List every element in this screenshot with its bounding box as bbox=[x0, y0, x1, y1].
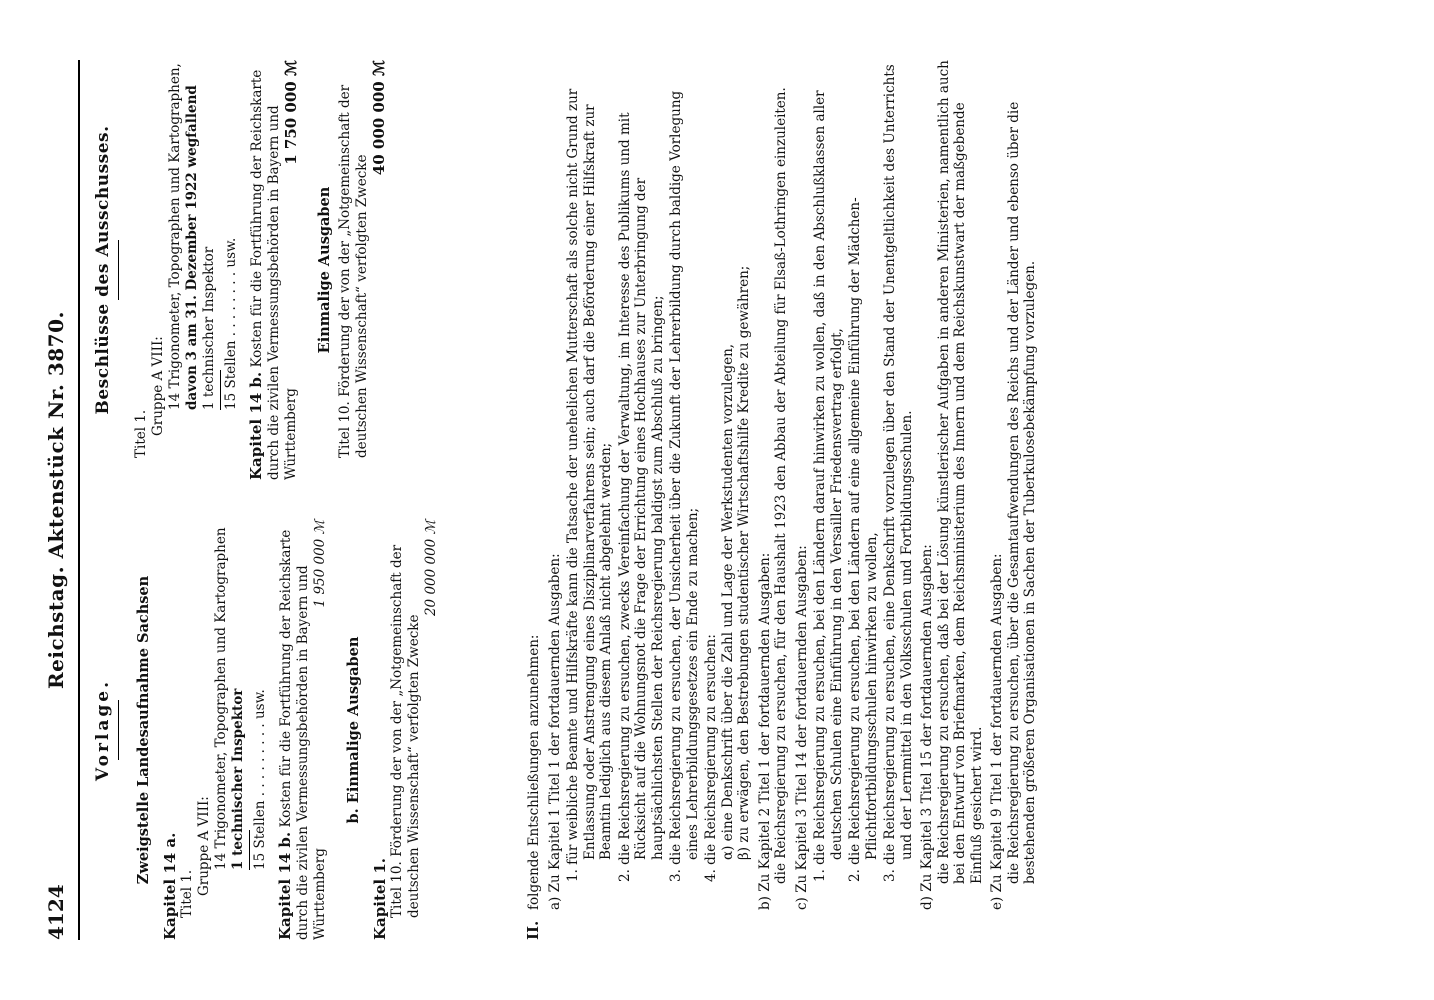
titel-1: Titel 1. bbox=[179, 869, 195, 918]
inspektor-line: 1 technischer Inspektor bbox=[230, 688, 246, 870]
kapitel-14b-amount-right: 1 750 000 ℳ bbox=[282, 60, 300, 165]
item-a4-beta: β) zu erwägen, den Bestrebungen studentischer Wirtschaftshilfe Kredite zu gewähren; bbox=[736, 265, 752, 860]
item-a1: 1. für weibliche Beamte und Hilfskräfte kann die Tatsache der unehelichen Mutterschaft als solche nicht Grund zur Entlassung oder Anstrengung eines Disziplinarverfahrens sein; auch darf die Beförderung einer Hilfskraft zur Beamtin lediglich aus diesem Anlaß nicht abgelehnt werden; bbox=[565, 88, 614, 882]
item-a: a) Zu Kapitel 1 Titel 1 der fortdauernden Ausgaben: bbox=[546, 553, 563, 910]
sum-rule bbox=[249, 830, 250, 870]
section-roman: II. bbox=[524, 920, 542, 940]
kapitel-14b-right: Kapitel 14 b. bbox=[247, 371, 265, 480]
sum-rule-right bbox=[220, 370, 221, 410]
stellen-right: 15 Stellen . . . . . . . . usw. bbox=[223, 237, 239, 410]
einmalige-heading-right: Einmalige Ausgaben bbox=[316, 186, 333, 354]
left-heading: Zweigstelle Landesaufnahme Sachsen bbox=[135, 575, 152, 885]
right-title: Beschlüsse des Ausschusses. bbox=[93, 125, 113, 415]
title-divider-right bbox=[118, 240, 119, 300]
item-e-text: die Reichsregierung zu ersuchen, über die Gesamtaufwendungen des Reichs und der Länder und ebenso über die bestehenden größeren Organisationen in Sachen der Tuberkulosebekämpfung vorzulegen. bbox=[1005, 101, 1038, 884]
item-c1: 1. die Reichsregierung zu ersuchen, bei den Ländern darauf hinwirken zu wollen, daß in den Abschlußklassen aller deutschen Schulen eine Einführung in den Versailler Friedensvertrag erfolgt, bbox=[812, 90, 845, 882]
item-a4-alpha: α) eine Denkschrift über die Zahl und Lage der Werkstudenten vorzulegen, bbox=[719, 343, 736, 860]
kapitel-14a: Kapitel 14 a. bbox=[161, 832, 179, 940]
item-d: d) Zu Kapitel 3 Titel 15 der fortdauernden Ausgaben: bbox=[919, 544, 935, 910]
kapitel-1: Kapitel 1. bbox=[371, 858, 389, 940]
left-column bbox=[95, 520, 440, 940]
kapitel-14b-text-right: Kosten für die Fortführung der Reichskarte durch die zivilen Vermessungsbehörden in Bayern und Württemberg bbox=[249, 69, 299, 480]
trigonometer-line: 14 Trigonometer, Topographen und Kartographen bbox=[213, 527, 229, 870]
page-header bbox=[40, 60, 76, 940]
left-title: Vorlage. bbox=[93, 678, 113, 782]
titel-1-right: Titel 1. bbox=[133, 409, 149, 458]
right-column bbox=[95, 60, 388, 480]
wegfallend-line: davon 3 am 31. Dezember 1922 wegfallend bbox=[184, 85, 200, 410]
trigonometer-right: 14 Trigonometer, Topographen und Kartographen, bbox=[167, 63, 183, 410]
item-e: e) Zu Kapitel 9 Titel 1 der fortdauernden Ausgaben: bbox=[989, 553, 1005, 910]
item-c2: 2. die Reichsregierung zu ersuchen, bei den Ländern auf eine allgemeine Einführung der Mädchen-Pflichtfortbildungsschulen hinwirken zu wollen, bbox=[847, 197, 880, 882]
section-intro: folgende Entschließungen anzunehmen: bbox=[526, 634, 542, 910]
page-number: 4124 bbox=[44, 884, 68, 940]
kapitel-14b-amount: 1 950 000 ℳ bbox=[312, 520, 328, 608]
item-b-text: die Reichsregierung zu ersuchen, für den Haushalt 1923 den Abbau der Abteilung für Elsaß-Lothringen einzuleiten. bbox=[773, 87, 789, 884]
kapitel-14b-text: Kosten für die Fortführung der Reichskarte durch die zivilen Vermessungsbehörden in Bayern und Württemberg bbox=[278, 529, 328, 940]
gruppe-right: Gruppe A VIII: bbox=[150, 336, 166, 436]
titel-10-amount-right: 40 000 000 ℳ bbox=[370, 60, 388, 176]
inspektor-right: 1 technischer Inspektor bbox=[201, 246, 217, 410]
item-b: b) Zu Kapitel 2 Titel 1 der fortdauernden Ausgaben: bbox=[756, 552, 773, 910]
titel-10-right: Titel 10. Förderung der von der „Notgemeinschaft der deutschen Wissenschaft“ verfolgten Zwecke bbox=[337, 84, 370, 458]
item-c3: 3. die Reichsregierung zu ersuchen, eine Denkschrift vorzulegen über den Stand der Unentgeltlichkeit des Unterrichts und der Lernmittel in den Volksschulen und Fortbildungsschulen. bbox=[882, 64, 915, 882]
section-ii bbox=[525, 60, 1039, 940]
header-title: Reichstag. Aktenstück Nr. 3870. bbox=[44, 311, 68, 689]
header-rule bbox=[78, 60, 80, 940]
kapitel-14b: Kapitel 14 b. bbox=[276, 831, 294, 940]
gruppe: Gruppe A VIII: bbox=[196, 796, 212, 896]
item-c: c) Zu Kapitel 3 Titel 14 der fortdauernden Ausgaben: bbox=[793, 545, 810, 910]
item-a4: 4. die Reichsregierung zu ersuchen: bbox=[703, 634, 719, 882]
item-a3: 3. die Reichsregierung zu ersuchen, der Unsicherheit über die Zukunft der Lehrerbildung durch baldige Vorlegung eines Lehrerbildungsgesetzes ein Ende zu machen; bbox=[668, 90, 701, 882]
titel-10-text: Titel 10. Förderung der von der „Notgemeinschaft der deutschen Wissenschaft“ verfolgten Zwecke bbox=[389, 544, 422, 918]
titel-10-amount: 20 000 000 ℳ bbox=[423, 520, 439, 617]
item-a2: 2. die Reichsregierung zu ersuchen, zwecks Vereinfachung der Verwaltung, im Interesse des Publikums und mit Rücksicht auf die Wohnungsnot die Frage der Errichtung eines Hochhauses zur Unterbringung der hauptsächlichsten Stellen der Reichsregierung baldigst zum Abschluß zu bringen; bbox=[616, 112, 666, 882]
item-d-text: die Reichsregierung zu ersuchen, daß bei der Lösung künstlerischer Aufgaben in anderen Ministerien, namentlich auch bei den Entwurf von Briefmarken, dem Reichsministerium des Innern und dem Reichskunstwart der maßgebende Einfluß gesichert wird. bbox=[935, 60, 985, 884]
digitization-note bbox=[1402, 0, 1432, 1000]
title-divider bbox=[118, 700, 119, 760]
einmalige-heading: b. Einmalige Ausgaben bbox=[345, 636, 362, 824]
stellen-line: 15 Stellen . . . . . . . . . usw. bbox=[252, 689, 268, 870]
